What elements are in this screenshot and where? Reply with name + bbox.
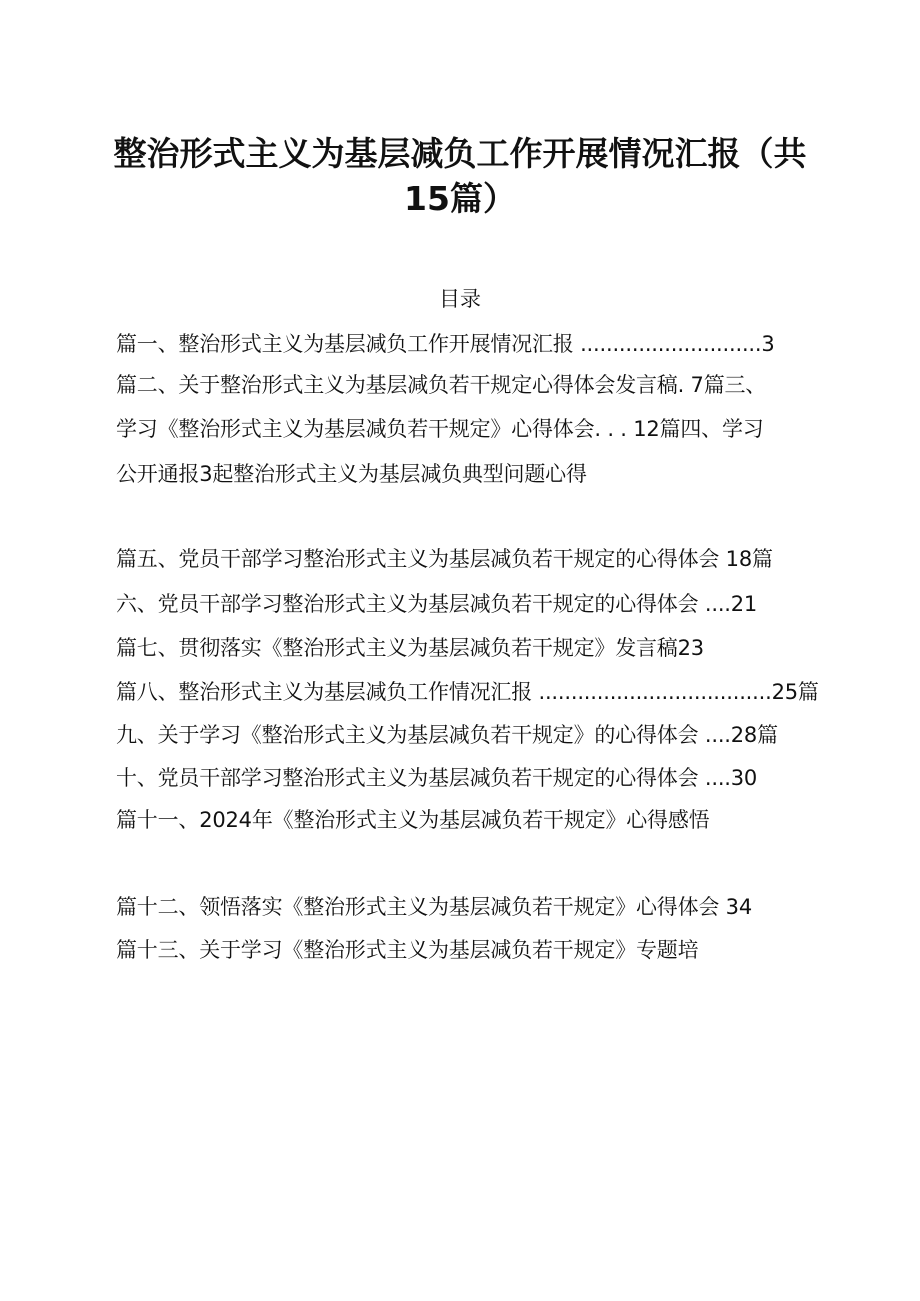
toc-entry: 篇二、关于整治形式主义为基层减负若干规定心得体会发言稿. 7篇三、 bbox=[116, 373, 767, 397]
document-title-line-2: 15篇） bbox=[404, 179, 516, 218]
toc-entry: 六、党员干部学习整治形式主义为基层减负若干规定的心得体会 ....21 bbox=[116, 592, 758, 616]
toc-entry: 篇十一、2024年《整治形式主义为基层减负若干规定》心得感悟 bbox=[116, 808, 710, 832]
toc-entry: 篇一、整治形式主义为基层减负工作开展情况汇报 ............................3 bbox=[116, 332, 775, 356]
toc-entry: 九、关于学习《整治形式主义为基层减负若干规定》的心得体会 ....28篇 bbox=[116, 723, 778, 747]
toc-entry: 篇十三、关于学习《整治形式主义为基层减负若干规定》专题培 bbox=[116, 938, 699, 962]
toc-entry: 公开通报3起整治形式主义为基层减负典型问题心得 bbox=[116, 462, 587, 486]
toc-entry: 篇八、整治形式主义为基层减负工作情况汇报 ....................................25篇 bbox=[116, 680, 819, 704]
toc-entry: 篇五、党员干部学习整治形式主义为基层减负若干规定的心得体会 18篇 bbox=[116, 547, 773, 571]
toc-entry: 篇七、贯彻落实《整治形式主义为基层减负若干规定》发言稿23 bbox=[116, 636, 704, 660]
toc-entry: 学习《整治形式主义为基层减负若干规定》心得体会. . . 12篇四、学习 bbox=[116, 417, 764, 441]
toc-entry: 篇十二、领悟落实《整治形式主义为基层减负若干规定》心得体会 34 bbox=[116, 895, 752, 919]
toc-entry: 十、党员干部学习整治形式主义为基层减负若干规定的心得体会 ....30 bbox=[116, 766, 758, 790]
document-title-line-1: 整治形式主义为基层减负工作开展情况汇报（共 bbox=[113, 134, 807, 173]
toc-heading: 目录 bbox=[439, 287, 481, 311]
